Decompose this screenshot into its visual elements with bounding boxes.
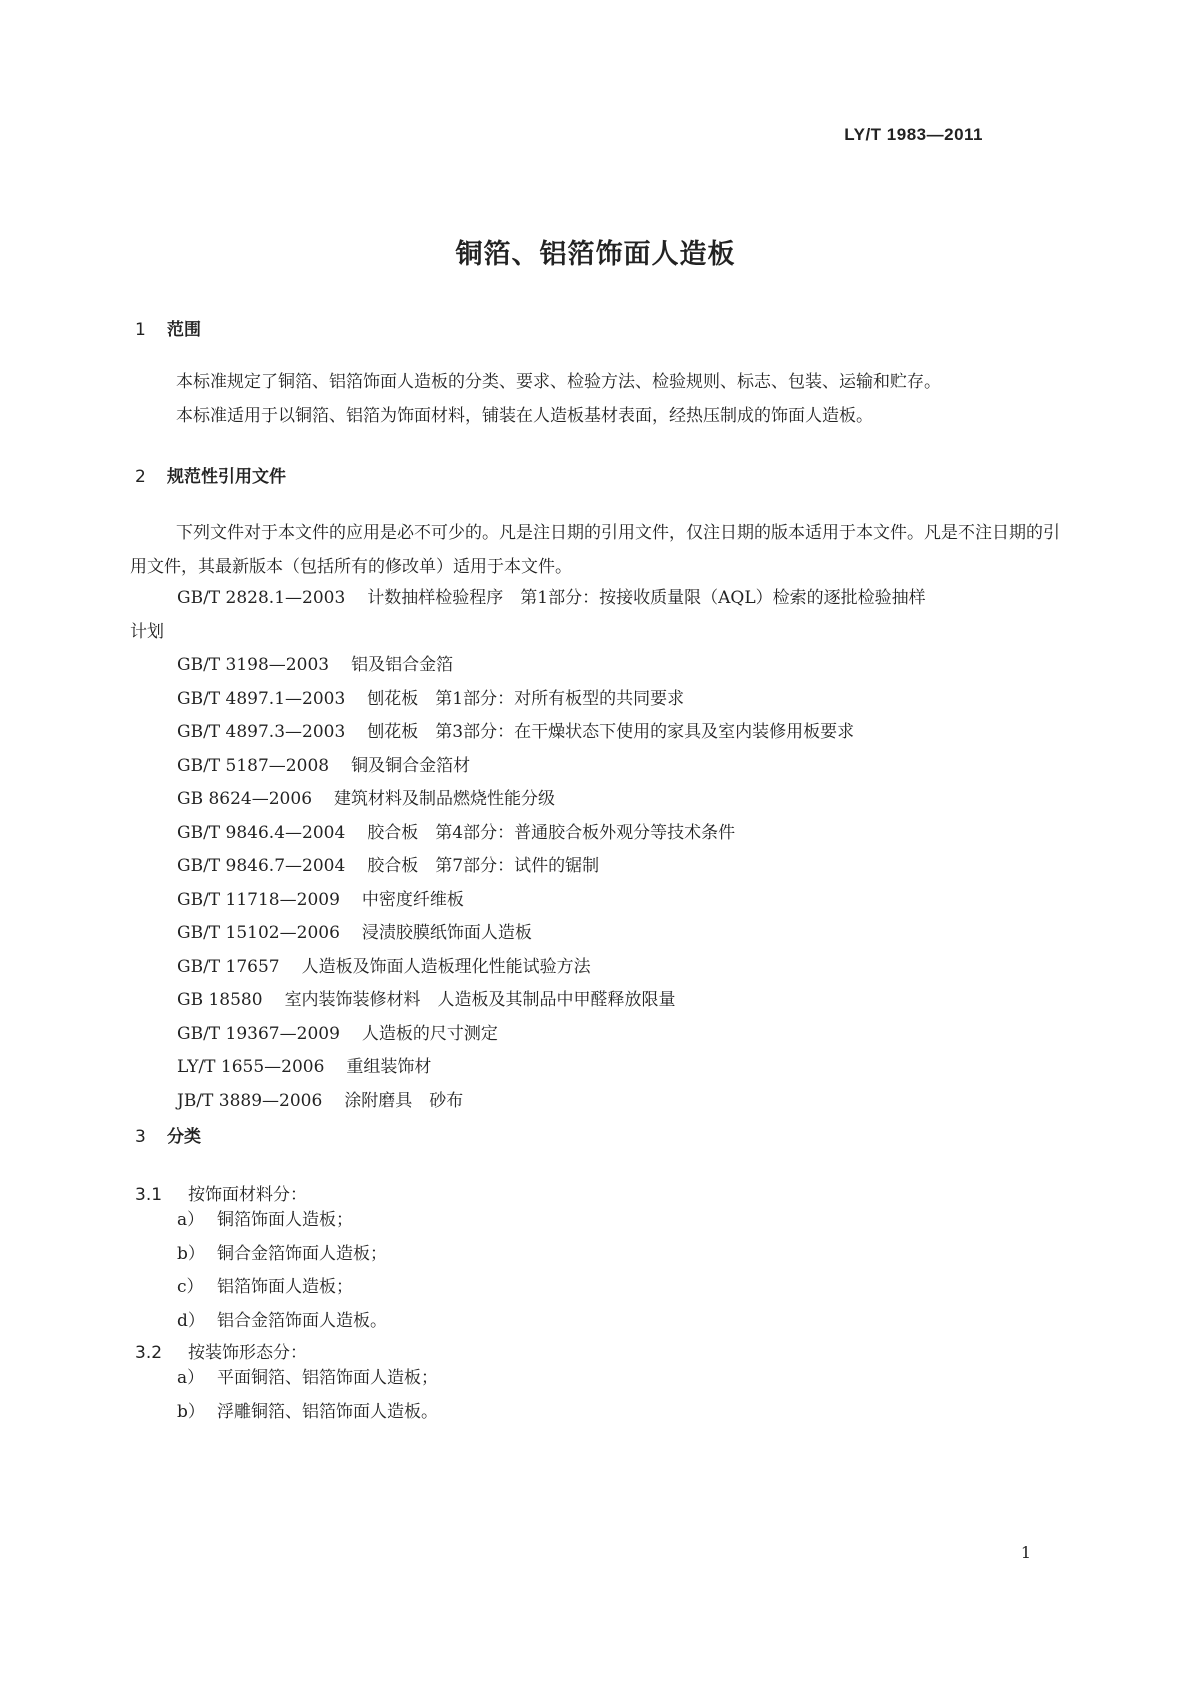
paragraph: 下列文件对于本文件的应用是必不可少的。凡是注日期的引用文件，仅注日期的版本适用于本文件。凡是不注日期的引用文件，其最新版本（包括所有的修改单）适用于本文件。 — [130, 523, 1060, 577]
reference-code: GB/T 19367—2009 — [177, 1023, 340, 1044]
subsection-3-2-heading — [135, 1338, 307, 1363]
list-item — [177, 1305, 387, 1339]
reference-code: GB/T 15102—2006 — [177, 923, 340, 943]
reference-code: LY/T 1655—2006 — [177, 1057, 325, 1077]
reference-code: GB 18580 — [177, 990, 263, 1010]
reference-title: 重组装饰材 — [346, 1057, 432, 1077]
reference-code: GB/T 9846.4—2004 — [177, 822, 346, 843]
subsection-3-2-list — [177, 1362, 438, 1429]
reference-title: 人造板及饰面人造板理化性能试验方法 — [301, 956, 591, 977]
reference-title: 计数抽样检验程序 第1部分：按接收质量限（AQL）检索的逐批检验抽样 — [367, 588, 926, 608]
page-number: 1 — [1020, 1543, 1031, 1562]
list-item — [177, 1204, 387, 1238]
reference-code: GB/T 11718—2009 — [177, 889, 340, 910]
section-number: 2 — [135, 467, 146, 487]
reference-title: 涂附磨具 砂布 — [344, 1090, 464, 1111]
section-number: 1 — [135, 320, 146, 340]
reference-code: GB/T 4897.3—2003 — [177, 722, 346, 742]
reference-item — [177, 1085, 926, 1119]
subsection-3-1-heading — [135, 1180, 307, 1205]
reference-code: GB/T 3198—2003 — [177, 655, 330, 675]
reference-title: 胶合板 第4部分：普通胶合板外观分等技术条件 — [367, 822, 736, 843]
subsection-number: 3.1 — [135, 1185, 163, 1205]
list-item — [177, 1271, 387, 1305]
subsection-number: 3.2 — [135, 1343, 163, 1363]
section-number: 3 — [135, 1127, 146, 1147]
subsection-title: 按装饰形态分： — [188, 1343, 307, 1363]
list-label: d） — [177, 1310, 205, 1331]
reference-item — [177, 750, 926, 784]
reference-item — [177, 683, 926, 717]
list-label: c） — [177, 1277, 204, 1297]
section-title: 范围 — [167, 320, 201, 340]
reference-title: 刨花板 第3部分：在干燥状态下使用的家具及室内装修用板要求 — [367, 722, 855, 742]
paragraph: 本标准规定了铜箔、铝箔饰面人造板的分类、要求、检验方法、检验规则、标志、包装、运输和贮存。 — [176, 372, 941, 392]
reference-list — [130, 582, 926, 1118]
list-label: a） — [177, 1368, 205, 1388]
list-item — [177, 1396, 438, 1430]
list-label: a） — [177, 1210, 205, 1230]
list-text: 平面铜箔、铝箔饰面人造板； — [217, 1368, 438, 1388]
section-3-heading — [135, 1122, 201, 1147]
document-title: 铜箔、铝箔饰面人造板 — [455, 239, 736, 270]
section-title: 分类 — [167, 1127, 201, 1147]
reference-item — [177, 1018, 926, 1052]
reference-code: GB/T 5187—2008 — [177, 755, 330, 776]
reference-item — [177, 716, 926, 750]
section-2-intro — [130, 517, 1060, 584]
reference-item — [177, 850, 926, 884]
reference-title: 人造板的尺寸测定 — [361, 1023, 498, 1044]
section-title: 规范性引用文件 — [167, 467, 286, 487]
reference-code: GB/T 4897.1—2003 — [177, 688, 346, 709]
section-2-heading — [135, 462, 286, 487]
list-text: 铝箔饰面人造板； — [217, 1277, 353, 1297]
reference-title: 浸渍胶膜纸饰面人造板 — [361, 923, 532, 943]
reference-item — [177, 817, 926, 851]
reference-item — [177, 582, 926, 616]
reference-item — [177, 917, 926, 951]
reference-title: 刨花板 第1部分：对所有板型的共同要求 — [367, 688, 685, 709]
reference-code: GB 8624—2006 — [177, 789, 313, 809]
section-1-heading — [135, 315, 201, 340]
list-item — [177, 1362, 438, 1396]
list-item — [177, 1238, 387, 1272]
standard-number: LY/T 1983—2011 — [844, 125, 983, 144]
subsection-title: 按饰面材料分： — [188, 1185, 307, 1205]
reference-title: 中密度纤维板 — [361, 889, 464, 910]
reference-continuation: 计划 — [130, 621, 164, 642]
reference-code: GB/T 2828.1—2003 — [177, 588, 346, 608]
list-label: b） — [177, 1243, 205, 1264]
paragraph: 本标准适用于以铜箔、铝箔为饰面材料，铺装在人造板基材表面，经热压制成的饰面人造板。 — [176, 405, 873, 426]
reference-item — [177, 649, 926, 683]
reference-item — [177, 951, 926, 985]
list-text: 铜箔饰面人造板； — [217, 1210, 353, 1230]
list-text: 浮雕铜箔、铝箔饰面人造板。 — [217, 1401, 438, 1422]
reference-title: 铜及铜合金箔材 — [351, 755, 471, 776]
list-text: 铜合金箔饰面人造板； — [217, 1243, 387, 1264]
reference-title: 铝及铝合金箔 — [351, 655, 454, 675]
list-label: b） — [177, 1401, 205, 1422]
reference-item — [177, 884, 926, 918]
subsection-3-1-list — [177, 1204, 387, 1338]
reference-title: 建筑材料及制品燃烧性能分级 — [334, 789, 556, 809]
reference-item — [177, 984, 926, 1018]
reference-item — [177, 1051, 926, 1085]
reference-item — [177, 783, 926, 817]
reference-title: 胶合板 第7部分：试件的锯制 — [367, 856, 600, 876]
reference-code: JB/T 3889—2006 — [177, 1090, 323, 1111]
section-1-body — [130, 366, 1060, 433]
reference-code: GB/T 9846.7—2004 — [177, 856, 346, 876]
list-text: 铝合金箔饰面人造板。 — [217, 1310, 387, 1331]
reference-title: 室内装饰装修材料 人造板及其制品中甲醛释放限量 — [284, 990, 676, 1010]
reference-code: GB/T 17657 — [177, 956, 280, 977]
